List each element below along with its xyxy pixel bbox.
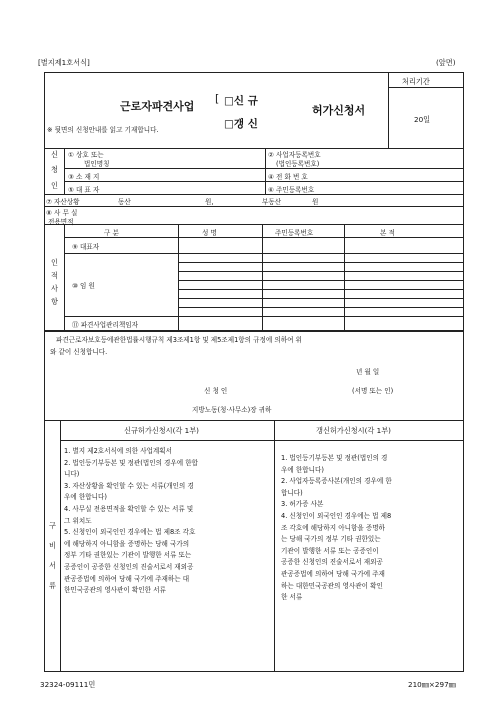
docs-side-3: 서 <box>49 561 56 570</box>
docs-item: 기관이 발행한 서류 또는 공증인이 <box>281 546 379 555</box>
field-corp-reg-no: (법인등록번호) <box>276 160 320 168</box>
docs-item: 합니다) <box>281 488 303 497</box>
docs-item: 하는 대한민국공관의 영사관이 확인 <box>281 581 383 590</box>
form-number: [별지제1호서식] <box>38 58 90 67</box>
docs-renew-list <box>281 453 392 604</box>
persons-side-1: 인 <box>51 258 58 267</box>
page-side-label: (앞면) <box>436 58 456 67</box>
field-representative: ⑤ 대 표 자 <box>68 186 100 194</box>
docs-item: 정부 기타 권한있는 기관이 발행한 서류 또는 <box>64 551 192 560</box>
field-company-name-b: 법인명칭 <box>84 160 110 168</box>
addressee: 지방노동(청·사무소)장 귀하 <box>192 406 272 414</box>
docs-new-list <box>64 446 198 597</box>
docs-item: 3. 허가증 사본 <box>281 500 324 509</box>
docs-item: 한민국공관의 영사관이 확인한 서류 <box>64 586 166 595</box>
docs-item: 4. 사무실 전용면적을 확인할 수 있는 서류 및 <box>64 504 194 513</box>
office-label-1: ⑧ 사 무 실 <box>46 209 78 217</box>
docs-item: 2. 법인등기부등본 및 정관(법인의 경우에 한합 <box>64 458 198 467</box>
docs-item: 에 해당하지 아니함을 증명하는 당해 국가의 <box>64 539 190 548</box>
docs-renew-title: 갱신허가신청시(각 1부) <box>316 426 391 435</box>
field-resident-no: ⑥ 주민등록번호 <box>268 186 315 194</box>
docs-item: 3. 자산상황을 확인할 수 있는 서류(개인의 경 <box>64 481 194 490</box>
assets-label: ⑦ 자산상황 <box>46 198 80 206</box>
col-category: 구 분 <box>104 229 119 237</box>
field-address: ③ 소 재 지 <box>68 173 100 181</box>
assets-immovable: 부동산 <box>262 198 282 206</box>
field-company-name: ① 상호 또는 <box>68 151 104 159</box>
form-code: 32324-09111민 <box>40 680 96 689</box>
assets-won-2: 원 <box>312 198 319 206</box>
office-label-2: 전용면적 <box>48 218 74 226</box>
persons-side-3: 사 <box>51 284 58 293</box>
docs-item: 우에 한합니다) <box>281 465 324 474</box>
field-biz-reg-no: ② 사업자등록번호 <box>268 151 321 159</box>
docs-item: 관공증법에 의하여 당해 국가에 주재하는 대 <box>64 574 190 583</box>
docs-item: 공증인이 공증한 신청인의 진술서로서 재외공 <box>64 562 194 571</box>
applicant-side-2: 청 <box>51 165 58 174</box>
statement-date: 년 월 일 <box>356 368 380 376</box>
docs-side-1: 구 <box>49 521 56 530</box>
docs-item: 1. 별지 제2호서식에 의한 사업계획서 <box>64 447 173 455</box>
docs-new-title: 신규허가신청시(각 1부) <box>124 426 199 435</box>
col-name: 성 명 <box>202 229 217 237</box>
docs-side-4: 류 <box>49 581 56 590</box>
docs-item: 공증한 신청인의 진술서로서 재외공 <box>281 558 383 567</box>
statement-line-2: 와 같이 신청합니다. <box>50 348 108 356</box>
docs-item: 우에 한합니다) <box>64 493 107 502</box>
processing-period-label: 처리기간 <box>402 77 430 86</box>
applicant-side-1: 신 <box>51 150 58 159</box>
docs-item: 조 각호에 해당하지 아니함을 증명하 <box>281 523 385 532</box>
docs-item: 1. 법인등기부등본 및 정관(법인의 경 <box>281 454 388 462</box>
col-domicile: 본 적 <box>380 229 395 237</box>
docs-item: 2. 사업자등록증사본(개인의 경우에 한 <box>281 477 392 486</box>
docs-side-2: 비 <box>49 541 56 550</box>
option-new-checkbox[interactable]: □신 규 <box>224 95 258 107</box>
option-renew-checkbox[interactable]: □갱 신 <box>224 118 258 130</box>
applicant-sign-label: 신 청 인 <box>204 387 228 395</box>
processing-period-value: 20일 <box>414 115 431 124</box>
row-executives: ⑩ 임 원 <box>72 282 95 290</box>
docs-item: 는 당해 국가의 정부 기타 권한있는 <box>281 535 381 544</box>
assets-movable: 동산 <box>118 198 131 206</box>
docs-item: 니다) <box>64 470 80 479</box>
persons-side-2: 적 <box>51 271 58 280</box>
row-representative: ⑨ 대표자 <box>72 243 100 251</box>
persons-side-4: 항 <box>51 297 58 306</box>
docs-item: 4. 신청인이 외국인인 경우에는 법 제8 <box>281 511 392 520</box>
docs-item: 5. 신청인이 외국인인 경우에는 법 제8조 각호 <box>64 528 196 537</box>
sign-or-seal: (서명 또는 인) <box>352 387 394 395</box>
title-suffix: 허가신청서 <box>312 104 366 117</box>
applicant-side-3: 인 <box>51 181 58 190</box>
docs-item: 그 위치도 <box>64 516 92 525</box>
assets-won-1: 원, <box>205 198 214 206</box>
col-resident-no: 주민등록번호 <box>275 229 314 237</box>
statement-line-1: 파견근로자보호등에관한법률시행규칙 제3조제1항 및 제5조제1항의 규정에 의하여 위 <box>56 336 302 344</box>
docs-item: 관공증법에 의하여 당해 국가에 주재 <box>281 569 385 578</box>
title-prefix: 근로자파견사업 <box>120 100 195 113</box>
title-note: ※ 뒷면의 신청안내를 읽고 기재합니다. <box>47 126 159 134</box>
field-phone: ④ 전 화 번 호 <box>268 173 308 181</box>
row-dispatch-manager: ⑪ 파견사업관리책임자 <box>72 321 139 329</box>
docs-item: 한 서류 <box>281 593 303 602</box>
paper-size: 210㎜×297㎜ <box>408 680 456 689</box>
title-bracket-left: [ <box>215 92 220 105</box>
